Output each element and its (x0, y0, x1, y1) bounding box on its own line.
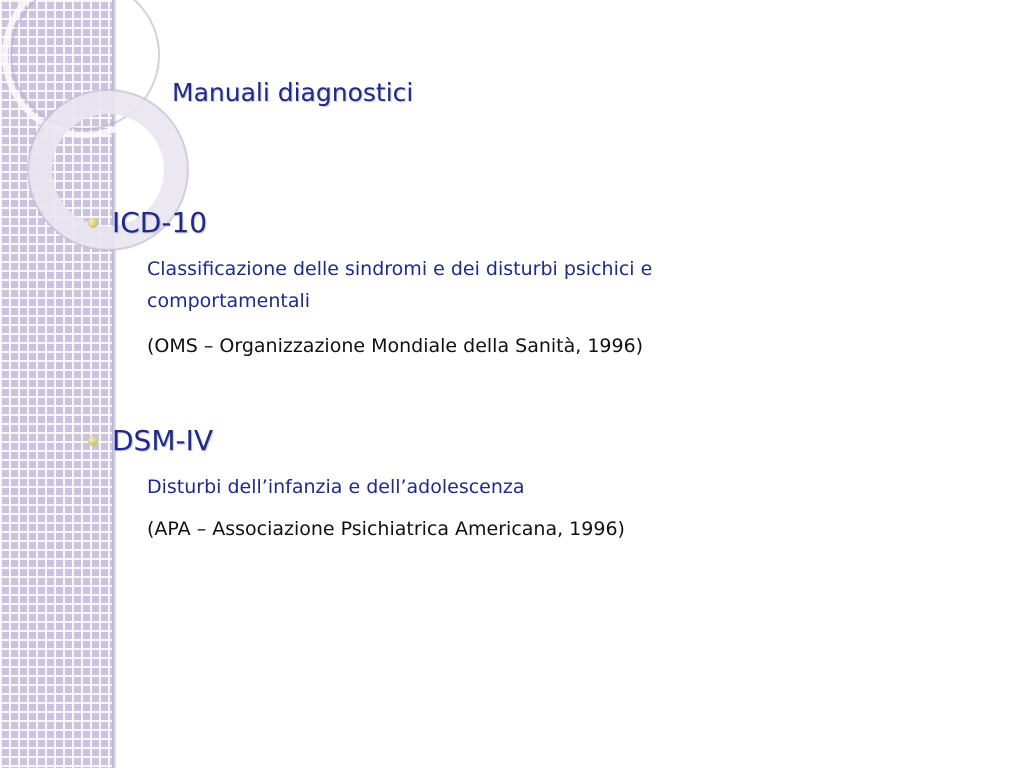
bullet-dot-icon (88, 436, 98, 446)
bullet-item-icd10 (88, 206, 207, 239)
icd10-description-line1: Classificazione delle sindromi e dei disturbi psichici e (147, 258, 653, 280)
dsm4-source: (APA – Associazione Psichiatrica Americana, 1996) (147, 518, 625, 540)
dsm4-description: Disturbi dell’infanzia e dell’adolescenza (147, 476, 525, 498)
bullet-dot-icon (88, 218, 98, 228)
strip-edge (112, 0, 116, 768)
bullet-heading-dsm4: DSM-IV (112, 424, 214, 457)
decorative-grid-strip (0, 0, 112, 768)
page-title: Manuali diagnostici (172, 78, 414, 107)
bullet-item-dsm4 (88, 424, 213, 457)
bullet-heading-icd10: ICD-10 (112, 206, 208, 239)
icd10-source: (OMS – Organizzazione Mondiale della Sanità, 1996) (147, 335, 644, 357)
icd10-description-line2: comportamentali (147, 290, 311, 312)
